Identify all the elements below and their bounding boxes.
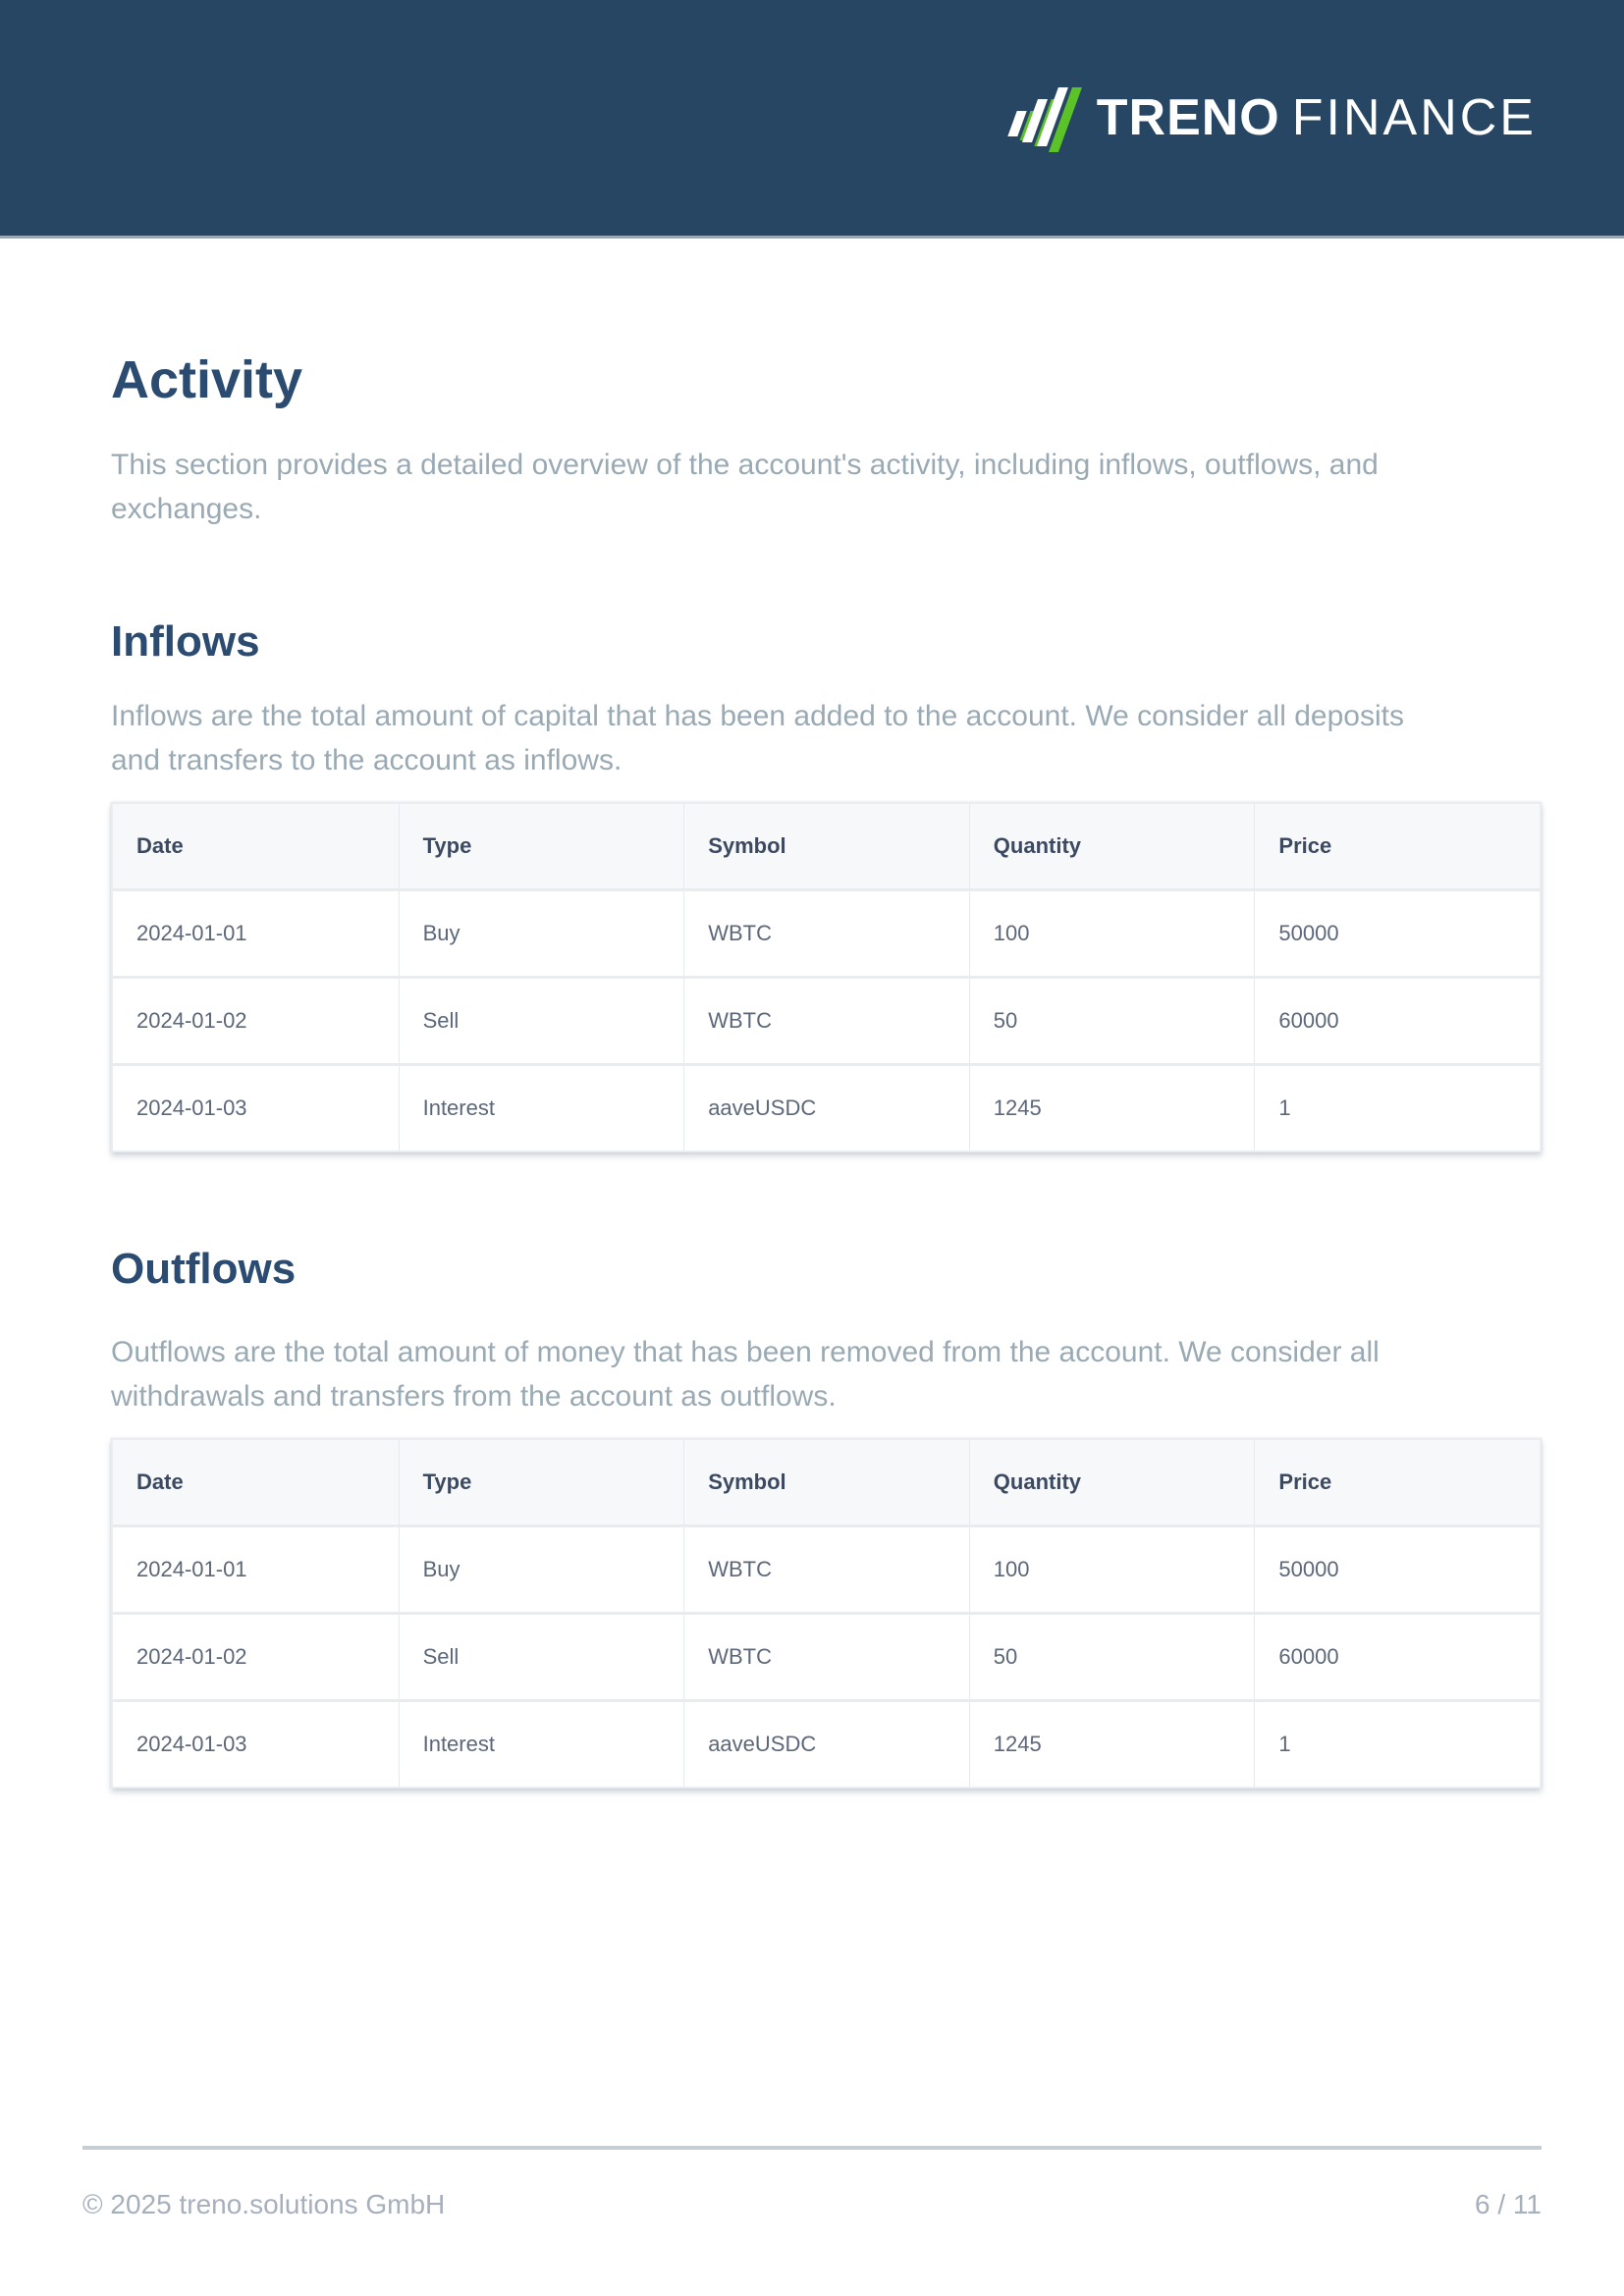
column-header-symbol: Symbol [683,804,969,888]
column-header-price: Price [1254,804,1540,888]
column-header-quantity: Quantity [969,804,1255,888]
table-row [113,1063,1540,1150]
header-band [0,0,1624,239]
column-header-type: Type [399,1440,684,1524]
table-cell-type: Buy [399,1527,684,1612]
page-title: Activity [111,350,303,409]
treno-finance-logo [1010,81,1537,154]
column-header-type: Type [399,804,684,888]
table-cell-type: Sell [399,979,684,1063]
column-header-date: Date [136,833,184,858]
column-header-price: Price [1254,1440,1540,1524]
table-cell-date: 2024-01-03 [136,1095,247,1120]
table-cell-quantity: 50 [969,979,1255,1063]
table-cell-symbol: WBTC [683,1615,969,1699]
table-cell-quantity: 100 [969,1527,1255,1612]
section-heading-outflows: Outflows [111,1245,297,1293]
table-cell-symbol: aaveUSDC [683,1702,969,1787]
table-cell-symbol: aaveUSDC [683,1066,969,1150]
table-cell-quantity: 1245 [969,1702,1255,1787]
table-cell-date: 2024-01-01 [136,1557,247,1581]
table-row [113,888,1540,976]
column-header-quantity: Quantity [969,1440,1255,1524]
table-cell-price: 1 [1254,1702,1540,1787]
table-row [113,1524,1540,1612]
table-cell-symbol: WBTC [683,979,969,1063]
inflows-description: Inflows are the total amount of capital that has been added to the account. We consider all deposits and transfers to the account as inflows. [111,700,1404,776]
table-cell-symbol: WBTC [683,891,969,976]
table-cell-date: 2024-01-02 [136,1008,247,1033]
footer-copyright: © 2025 treno.solutions GmbH [82,2189,446,2219]
table-cell-type: Interest [399,1702,684,1787]
table-cell-quantity: 50 [969,1615,1255,1699]
table-cell-type: Buy [399,891,684,976]
outflows-table [111,1438,1542,1789]
treno-stripes-icon [1010,81,1081,154]
page-content [111,352,1542,1789]
table-cell-type: Interest [399,1066,684,1150]
table-row [113,976,1540,1063]
table-cell-price: 50000 [1254,891,1540,976]
table-header-row [113,1440,1540,1524]
logo-text-finance: FINANCE [1291,89,1537,146]
column-header-symbol: Symbol [683,1440,969,1524]
table-row [113,1699,1540,1787]
table-header-row [113,804,1540,888]
table-cell-price: 60000 [1254,979,1540,1063]
table-cell-date: 2024-01-03 [136,1732,247,1756]
logo-text-treno: TRENO [1096,89,1280,146]
table-row [113,1612,1540,1699]
table-cell-date: 2024-01-01 [136,921,247,945]
outflows-description: Outflows are the total amount of money that has been removed from the account. We consider all withdrawals and transfers from the account as outflows. [111,1336,1380,1413]
page-footer [82,2146,1542,2220]
page-intro-text: This section provides a detailed overview of the account's activity, including inflows, outflows, and exchanges. [111,449,1379,525]
table-cell-symbol: WBTC [683,1527,969,1612]
table-cell-date: 2024-01-02 [136,1644,247,1669]
inflows-table [111,802,1542,1152]
table-cell-quantity: 100 [969,891,1255,976]
table-cell-quantity: 1245 [969,1066,1255,1150]
table-cell-price: 1 [1254,1066,1540,1150]
table-cell-price: 60000 [1254,1615,1540,1699]
table-cell-price: 50000 [1254,1527,1540,1612]
table-cell-type: Sell [399,1615,684,1699]
column-header-date: Date [136,1469,184,1494]
footer-page-indicator: 6 / 11 [1475,2189,1542,2219]
section-heading-inflows: Inflows [111,617,260,666]
